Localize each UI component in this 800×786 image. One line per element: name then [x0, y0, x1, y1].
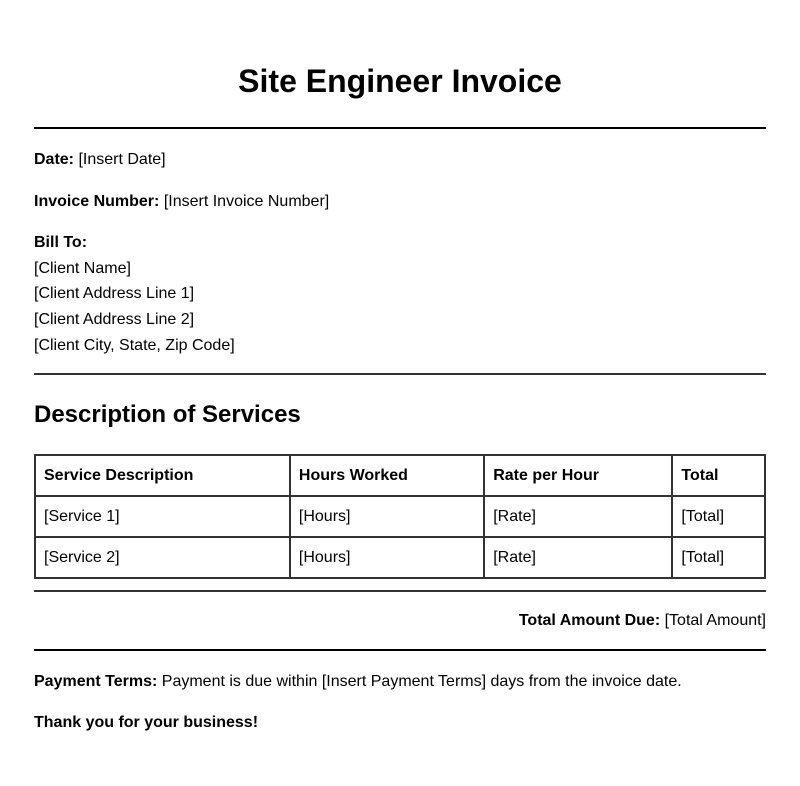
cell-rate: [Rate] — [484, 537, 672, 578]
cell-service: [Service 2] — [35, 537, 290, 578]
invoice-number-line — [34, 192, 329, 212]
thank-you-text: Thank you for your business! — [34, 714, 259, 731]
cell-total: [Total] — [672, 496, 765, 537]
cell-hours: [Hours] — [290, 496, 484, 537]
divider-before-terms — [34, 649, 766, 651]
cell-rate: [Rate] — [484, 496, 672, 537]
cell-hours: [Hours] — [290, 537, 484, 578]
payment-terms — [34, 672, 682, 692]
services-heading: Description of Services — [34, 401, 301, 428]
divider-top — [34, 127, 766, 129]
cell-total: [Total] — [672, 537, 765, 578]
payment-terms-text: Payment is due within [Insert Payment Terms] days from the invoice date. — [161, 673, 682, 690]
client-address-line-2: [Client Address Line 2] — [34, 311, 195, 328]
divider-after-table — [34, 590, 766, 592]
table-row — [35, 496, 765, 537]
client-city-state-zip: [Client City, State, Zip Code] — [34, 337, 235, 354]
column-header-service-description: Service Description — [35, 455, 290, 496]
table-row — [35, 537, 765, 578]
invoice-number-label: Invoice Number: — [34, 193, 160, 210]
column-header-total: Total — [672, 455, 765, 496]
cell-service: [Service 1] — [35, 496, 290, 537]
total-amount-due — [519, 611, 766, 631]
date-value: [Insert Date] — [78, 151, 166, 168]
payment-terms-label: Payment Terms: — [34, 673, 158, 690]
invoice-number-value: [Insert Invoice Number] — [163, 193, 330, 210]
client-address-line-1: [Client Address Line 1] — [34, 285, 195, 302]
client-name: [Client Name] — [34, 260, 131, 277]
total-amount-value: [Total Amount] — [664, 612, 766, 629]
services-table — [34, 454, 766, 579]
bill-to-label — [34, 233, 87, 253]
column-header-rate-per-hour: Rate per Hour — [484, 455, 672, 496]
table-header-row — [35, 455, 765, 496]
column-header-hours-worked: Hours Worked — [290, 455, 484, 496]
thank-you-line — [34, 713, 258, 733]
divider-bill-to — [34, 373, 766, 375]
invoice-title: Site Engineer Invoice — [238, 63, 562, 99]
total-amount-label: Total Amount Due: — [518, 612, 661, 629]
date-line — [34, 150, 166, 170]
date-label: Date: — [34, 151, 75, 168]
bill-to-label-text: Bill To: — [34, 234, 88, 251]
